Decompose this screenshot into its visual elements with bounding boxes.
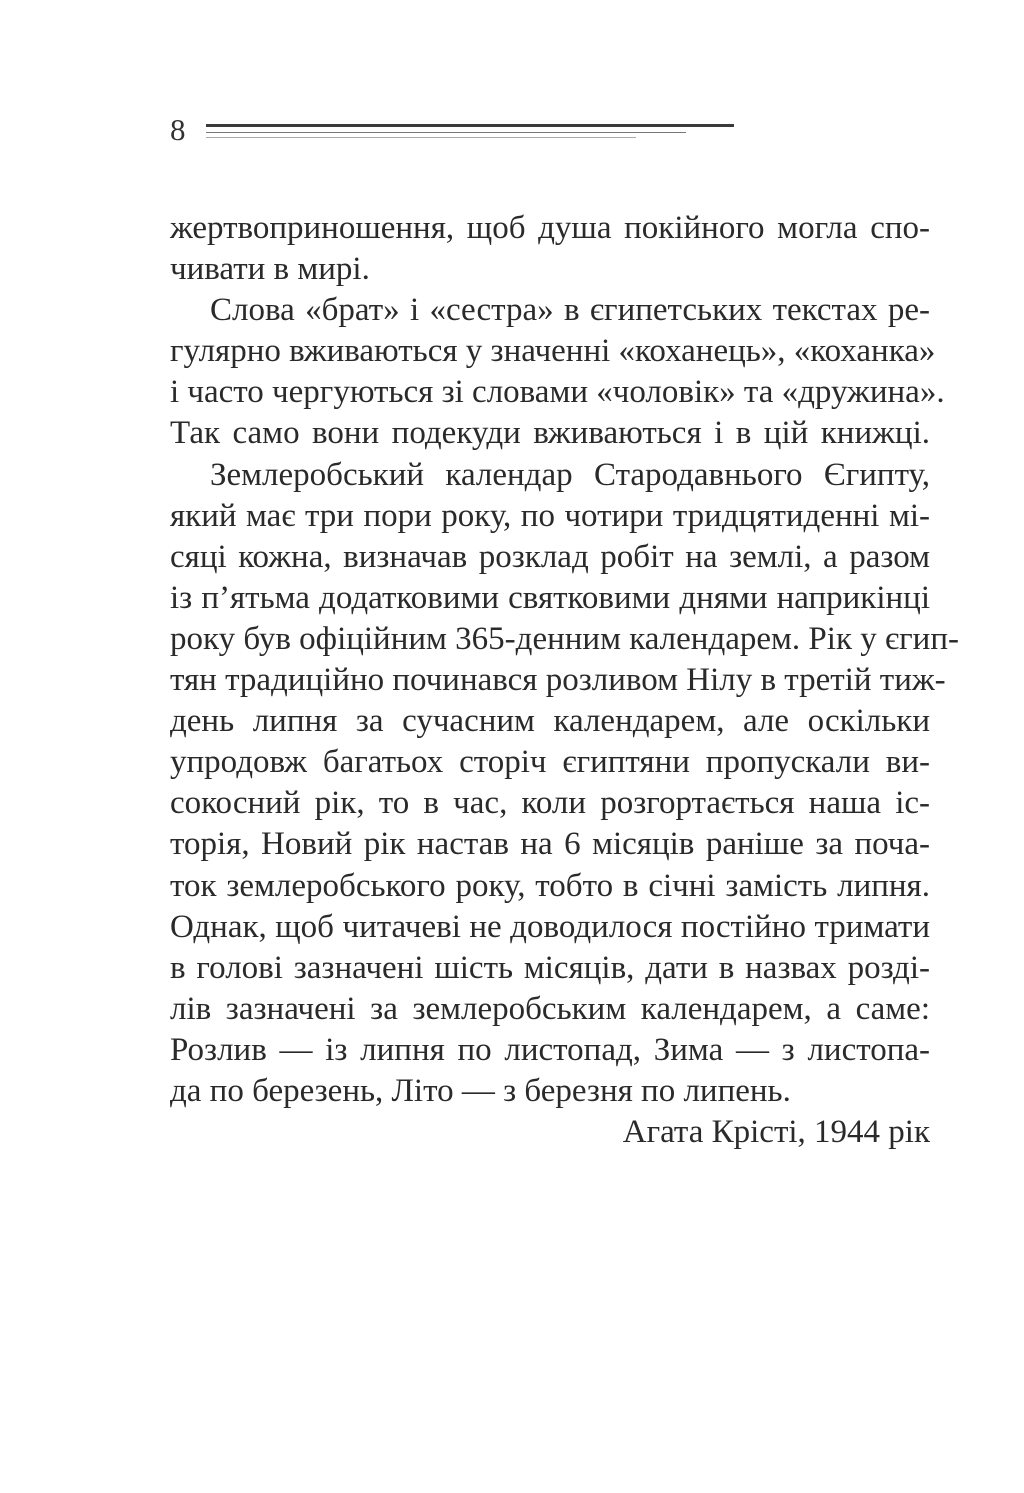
- header-rule-thin: [206, 132, 686, 133]
- author-signature: Агата Крісті, 1944 рік: [622, 1114, 930, 1151]
- text-line: сокосний рік, то в час, коли розгортається наша іс-: [170, 785, 930, 822]
- text-line: в голові зазначені шість місяців, дати в назвах розді-: [170, 949, 930, 986]
- text-line: Слова «брат» і «сестра» в єгипетських текстах ре-: [210, 292, 930, 329]
- header-rule-thick: [206, 124, 734, 127]
- text-line: і часто чергуються зі словами «чоловік» та «дружина».: [170, 374, 945, 411]
- text-line: який має три пори року, по чотири тридцятиденні мі-: [170, 497, 930, 534]
- text-line: ток землеробського року, тобто в січні замість липня.: [170, 867, 930, 904]
- page-header: [170, 110, 570, 150]
- text-line: Розлив — із липня по листопад, Зима — з листопа-: [170, 1031, 930, 1068]
- text-line: лів зазначені за землеробським календарем, а саме:: [170, 990, 930, 1027]
- text-line: року був офіційним 365-денним календарем. Рік у єгип-: [170, 620, 959, 657]
- text-line: день липня за сучасним календарем, але оскільки: [170, 703, 930, 740]
- text-line: Землеробський календар Стародавнього Єгипту,: [210, 456, 930, 493]
- text-line: да по березень, Літо — з березня по липень.: [170, 1072, 791, 1109]
- text-line: жертвоприношення, щоб душа покійного могла спо-: [170, 210, 930, 246]
- text-line: із п’ятьма додатковими святковими днями наприкінці: [170, 579, 930, 616]
- text-line: Однак, щоб читачеві не доводилося постійно тримати: [170, 908, 930, 945]
- text-line: тян традиційно починався розливом Нілу в третій тиж-: [170, 662, 946, 699]
- body-text: [170, 208, 959, 1153]
- text-line: торія, Новий рік настав на 6 місяців раніше за поча-: [170, 826, 930, 863]
- header-rule-faint: [206, 137, 636, 138]
- text-line: упродовж багатьох сторіч єгиптяни пропускали ви-: [170, 744, 930, 781]
- text-line: гулярно вживаються у значенні «коханець», «коханка»: [170, 333, 936, 370]
- text-line: сяці кожна, визначав розклад робіт на землі, а разом: [170, 538, 930, 575]
- page-number: 8: [170, 112, 186, 147]
- text-line: Так само вони подекуди вживаються і в цій книжці.: [170, 415, 930, 452]
- text-line: чивати в мирі.: [170, 251, 370, 288]
